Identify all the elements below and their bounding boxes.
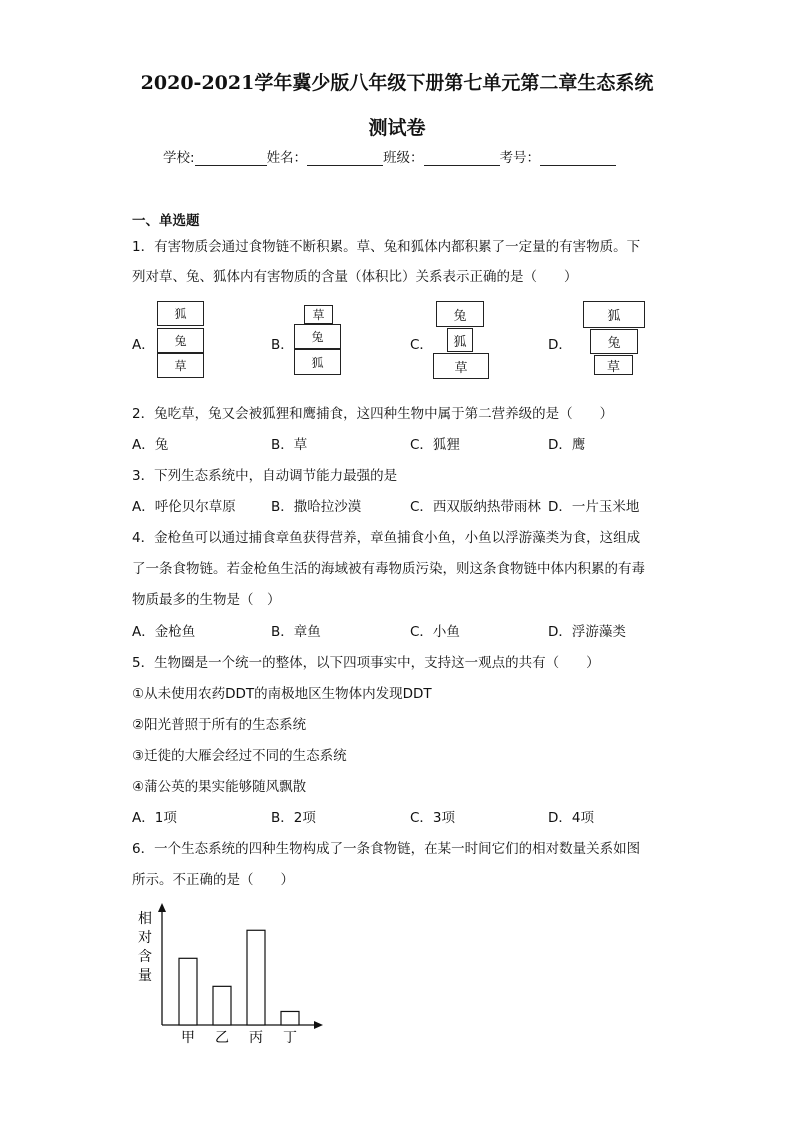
q1-option-b-label: B．: [271, 337, 294, 353]
q3-option-a[interactable]: A．呼伦贝尔草原: [132, 499, 236, 515]
q2-option-d[interactable]: D．鹰: [548, 437, 586, 453]
class-label: 班级：: [383, 150, 424, 166]
y-axis-arrow: [158, 903, 166, 912]
x-tick-label-2: 丙: [249, 1030, 263, 1046]
q2-option-b[interactable]: B．草: [271, 437, 308, 453]
q1-option-c-label: C．: [410, 337, 433, 353]
q3-option-b[interactable]: B．撒哈拉沙漠: [271, 499, 362, 515]
q4-option-c[interactable]: C．小鱼: [410, 624, 460, 640]
q1-a-box-grass: 草: [157, 353, 204, 378]
q1-option-a-label: A．: [132, 337, 155, 353]
q3-option-c[interactable]: C．西双版纳热带雨林: [410, 499, 541, 515]
exam-no-label: 考号：: [499, 150, 541, 166]
q4-option-b[interactable]: B．章鱼: [271, 624, 321, 640]
bar-3: [281, 1011, 299, 1025]
q6-line1: 6．一个生态系统的四种生物构成了一条食物链，在某一时间它们的相对数量关系如图: [132, 841, 641, 857]
x-tick-label-3: 丁: [283, 1030, 297, 1046]
page-title: 2020-2021学年冀少版八年级下册第七单元第二章生态系统: [140, 72, 654, 94]
q1-b-box-rabbit: 兔: [294, 324, 341, 349]
x-axis-arrow: [314, 1021, 323, 1029]
class-blank[interactable]: [424, 152, 500, 166]
section-heading: 一、单选题: [132, 213, 200, 229]
q5-item-1: ①从未使用农药DDT的南极地区生物体内发现DDT: [132, 686, 432, 702]
q1-c-box-grass: 草: [433, 353, 489, 379]
q3-stem: 3．下列生态系统中，自动调节能力最强的是: [132, 468, 398, 484]
q1-d-box-grass: 草: [594, 355, 633, 375]
q1-d-box-rabbit: 兔: [590, 329, 638, 354]
student-info-row: [163, 146, 616, 166]
q4-option-a[interactable]: A．金枪鱼: [132, 624, 196, 640]
exam-no-blank[interactable]: [540, 152, 616, 166]
bar-2: [247, 930, 265, 1025]
q4-line3: 物质最多的生物是（ ）: [132, 592, 281, 608]
q2-option-a[interactable]: A．兔: [132, 437, 169, 453]
q1-option-d-label: D．: [548, 337, 572, 353]
q1-line2: 列对草、兔、狐体内有害物质的含量（体积比）关系表示正确的是（ ）: [132, 269, 578, 285]
q2-option-c[interactable]: C．狐狸: [410, 437, 460, 453]
bar-0: [179, 958, 197, 1025]
name-label: 姓名：: [266, 150, 308, 166]
q5-item-3: ③迁徙的大雁会经过不同的生态系统: [132, 748, 347, 764]
q1-d-box-fox: 狐: [583, 301, 645, 328]
x-tick-label-1: 乙: [215, 1030, 229, 1046]
q1-line1: 1．有害物质会通过食物链不断积累。草、兔和狐体内都积累了一定量的有害物质。下: [132, 239, 641, 255]
q6-line2: 所示。不正确的是（ ）: [132, 872, 294, 888]
q5-item-4: ④蒲公英的果实能够随风飘散: [132, 779, 307, 795]
q1-a-box-fox: 狐: [157, 301, 204, 326]
q2-stem: 2．兔吃草，兔又会被狐狸和鹰捕食，这四种生物中属于第二营养级的是（ ）: [132, 406, 614, 422]
bar-1: [213, 986, 231, 1025]
q1-b-box-grass: 草: [304, 305, 333, 324]
y-axis-label: [138, 910, 152, 984]
q5-option-b[interactable]: B．2项: [271, 810, 316, 826]
q5-item-2: ②阳光普照于所有的生态系统: [132, 717, 307, 733]
name-blank[interactable]: [307, 152, 383, 166]
y-axis-label-text: 相对含量: [138, 911, 152, 984]
q4-line2: 了一条食物链。若金枪鱼生活的海域被有毒物质污染，则这条食物链中体内积累的有毒: [132, 561, 645, 577]
q5-option-d[interactable]: D．4项: [548, 810, 594, 826]
school-label: 学校:: [163, 150, 195, 166]
q6-bar-chart: [125, 895, 335, 1055]
q1-b-box-fox: 狐: [294, 349, 341, 375]
x-tick-label-0: 甲: [181, 1030, 195, 1046]
q1-a-box-rabbit: 兔: [157, 328, 204, 353]
q5-option-a[interactable]: A．1项: [132, 810, 177, 826]
q1-c-box-rabbit: 兔: [436, 301, 484, 327]
q5-stem: 5．生物圈是一个统一的整体，以下四项事实中，支持这一观点的共有（ ）: [132, 655, 600, 671]
q4-line1: 4．金枪鱼可以通过捕食章鱼获得营养，章鱼捕食小鱼，小鱼以浮游藻类为食，这组成: [132, 530, 641, 546]
q3-option-d[interactable]: D．一片玉米地: [548, 499, 640, 515]
page-subtitle: 测试卷: [368, 117, 426, 139]
q4-option-d[interactable]: D．浮游藻类: [548, 624, 626, 640]
q5-option-c[interactable]: C．3项: [410, 810, 456, 826]
q1-c-box-fox: 狐: [447, 328, 473, 352]
school-blank[interactable]: [195, 152, 267, 166]
